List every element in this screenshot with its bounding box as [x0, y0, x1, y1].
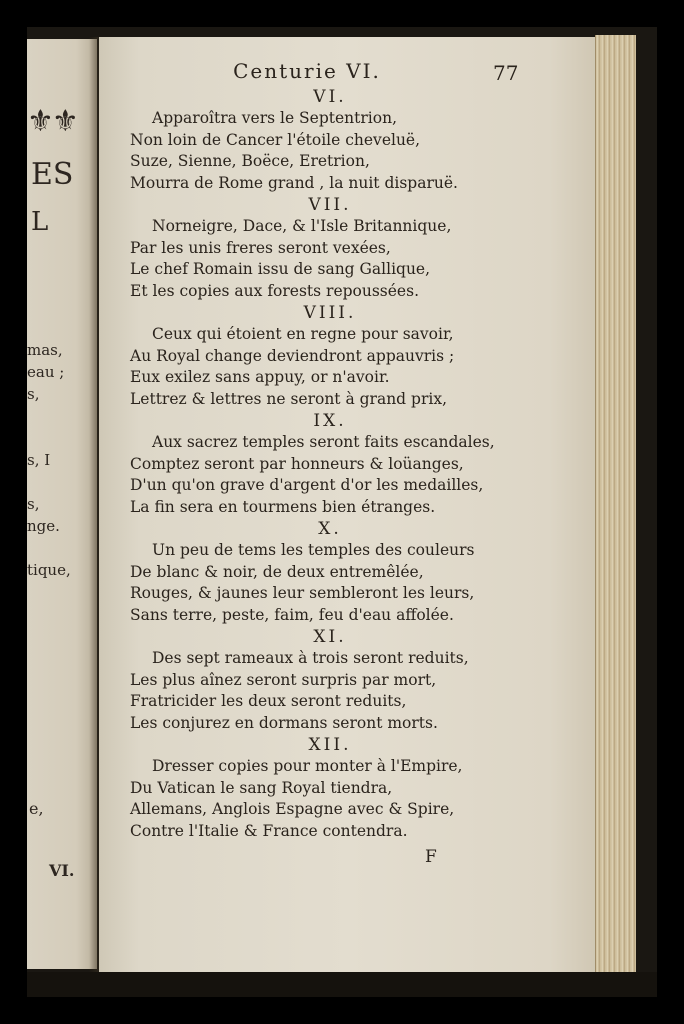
quatrain-line: Des sept rameaux à trois seront reduits,	[152, 649, 469, 667]
quatrain-line: Apparoîtra vers le Septentrion,	[152, 109, 397, 127]
quatrain-numeral: VI.	[313, 87, 347, 107]
quatrain-line: Comptez seront par honneurs & loüanges,	[130, 454, 464, 473]
left-line-fragment	[27, 471, 71, 493]
left-line-fragment	[27, 427, 71, 449]
quatrain-numeral: VII.	[308, 195, 352, 215]
page-edges	[595, 35, 636, 973]
quatrain-line: Allemans, Anglois Espagne avec & Spire,	[130, 800, 455, 818]
quatrain-line: Le chef Romain issu de sang Gallique,	[130, 260, 431, 278]
fleur-de-lis-ornament-icon: ⚜⚜	[27, 104, 77, 139]
quatrain-line: Les plus aînez seront surpris par mort,	[130, 670, 437, 689]
quatrain-line: Contre l'Italie & France contendra.	[130, 821, 408, 840]
left-line-fragment: eau ;	[27, 363, 65, 381]
quatrain-line: Au Royal change deviendront appauvris ;	[130, 346, 455, 365]
left-line-fragment	[27, 405, 71, 427]
quatrain-numeral: IX.	[313, 411, 347, 431]
left-line-fragment: s,	[27, 385, 40, 403]
quatrain-line: Du Vatican le sang Royal tiendra,	[130, 778, 393, 797]
left-line-fragment-end: e,	[29, 799, 44, 818]
quatrain-line: Dresser copies pour monter à l'Empire,	[152, 757, 463, 775]
left-heading-fragment-2: L	[31, 207, 49, 237]
quatrain-line: Ceux qui étoient en regne pour savoir,	[152, 325, 454, 343]
quatrain-numeral: X.	[318, 519, 342, 539]
quatrain-line: Par les unis freres seront vexées,	[130, 238, 391, 257]
book-scan	[27, 27, 657, 997]
quatrain-line: Norneigre, Dace, & l'Isle Britannique,	[152, 217, 452, 235]
quatrain-line: Non loin de Cancer l'étoile cheveluë,	[130, 130, 421, 149]
quatrain-line: Eux exilez sans appuy, or n'avoir.	[130, 368, 390, 386]
quatrain-numeral: XI.	[313, 627, 347, 647]
left-line-fragment: s, I	[27, 451, 51, 469]
quatrain-line: Suze, Sienne, Boëce, Eretrion,	[130, 152, 370, 170]
page-number: 77	[493, 61, 519, 85]
quatrain-line: Aux sacrez temples seront faits escandales,	[152, 433, 495, 451]
quatrain-numeral: XII.	[308, 735, 352, 755]
left-footer-signature: VI.	[49, 861, 75, 880]
left-heading-fragment: ES	[31, 157, 74, 192]
quatrain-line: Lettrez & lettres ne seront à grand prix,	[130, 389, 447, 408]
running-title: Centurie VI.	[233, 59, 381, 83]
quatrain-numeral: VIII.	[303, 303, 357, 323]
quatrain-line: Un peu de tems les temples des couleurs	[152, 541, 475, 559]
left-line-fragment: s,	[27, 495, 40, 513]
left-page	[27, 39, 97, 969]
quatrain-line: D'un qu'on grave d'argent d'or les medailles,	[130, 476, 484, 494]
quatrain-line: Mourra de Rome grand , la nuit disparuë.	[130, 173, 458, 192]
quatrain-line: Les conjurez en dormans seront morts.	[130, 713, 438, 732]
scan-bottom-edge	[27, 972, 657, 997]
left-line-fragment	[27, 537, 71, 559]
quatrain-line: Et les copies aux forests repoussées.	[130, 281, 419, 300]
quatrain-line: Sans terre, peste, faim, feu d'eau affolée.	[130, 605, 454, 624]
left-line-fragment: nge.	[27, 517, 60, 535]
left-line-fragment: mas,	[27, 341, 63, 359]
left-line-fragment: tique,	[27, 561, 71, 579]
quatrain-list	[130, 86, 570, 842]
quatrain-line: La fin sera en tourmens bien étranges.	[130, 497, 436, 516]
left-line-fragments	[27, 339, 71, 581]
quatrain-line: De blanc & noir, de deux entremêlée,	[130, 562, 424, 581]
signature-mark: F	[425, 847, 437, 867]
quatrain-line: Rouges, & jaunes leur sembleront les leurs,	[130, 584, 475, 602]
quatrain-line: Fratricider les deux seront reduits,	[130, 692, 407, 710]
